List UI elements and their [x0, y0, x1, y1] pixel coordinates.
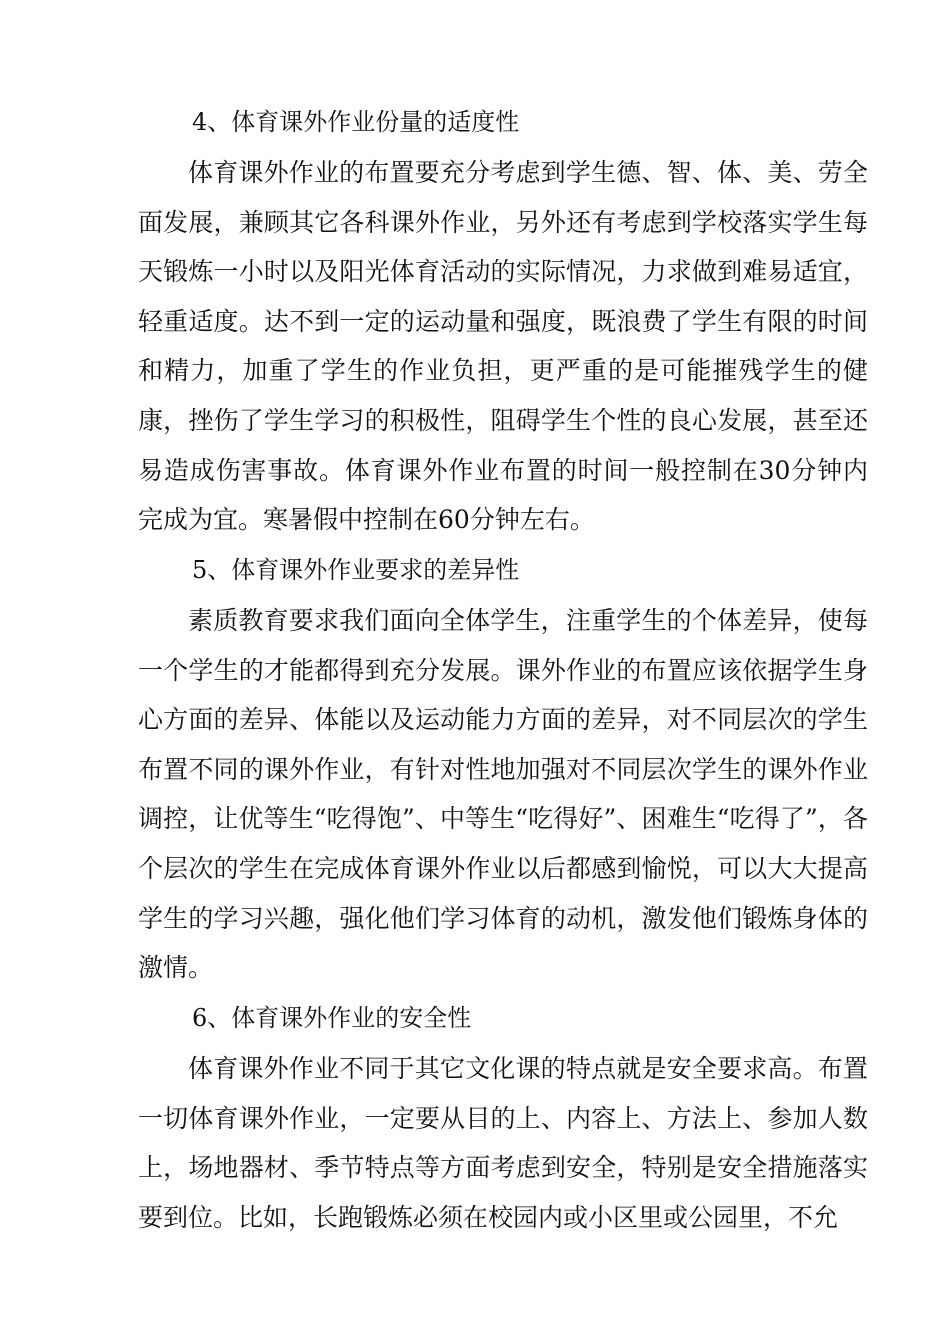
section-paragraph-5: 素质教育要求我们面向全体学生，注重学生的个体差异，使每一个学生的才能都得到充分发展。课外作业的布置应该依据学生身心方面的差异、体能以及运动能力方面的差异，对不同层次的学生布置不同的课外作业，有针对性地加强对不同层次学生的课外作业调控，让优等生“吃得饱”、中等生“吃得好”、困难生“吃得了”，各个层次的学生在完成体育课外作业以后都感到愉悦，可以大大提高学生的学习兴趣，强化他们学习体育的动机，激发他们锻炼身体的激情。 — [138, 606, 868, 983]
section-heading-4: 4、体育课外作业份量的适度性 — [192, 108, 520, 136]
section-paragraph-6: 体育课外作业不同于其它文化课的特点就是安全要求高。布置一切体育课外作业，一定要从目的上、内容上、方法上、参加人数上，场地器材、季节特点等方面考虑到安全，特别是安全措施落实要到位。比如，长跑锻炼必须在校园内或小区里或公园里，不允 — [138, 1054, 868, 1232]
section-heading-5: 5、体育课外作业要求的差异性 — [192, 556, 520, 584]
section-paragraph-4: 体育课外作业的布置要充分考虑到学生德、智、体、美、劳全面发展，兼顾其它各科课外作业，另外还有考虑到学校落实学生每天锻炼一小时以及阳光体育活动的实际情况，力求做到难易适宜，轻重适度。达不到一定的运动量和强度，既浪费了学生有限的时间和精力，加重了学生的作业负担，更严重的是可能摧残学生的健康，挫伤了学生学习的积极性，阻碍学生个性的良心发展，甚至还易造成伤害事故。体育课外作业布置的时间一般控制在30分钟内完成为宜。寒暑假中控制在60分钟左右。 — [138, 158, 868, 535]
section-heading-6: 6、体育课外作业的安全性 — [192, 1004, 472, 1032]
